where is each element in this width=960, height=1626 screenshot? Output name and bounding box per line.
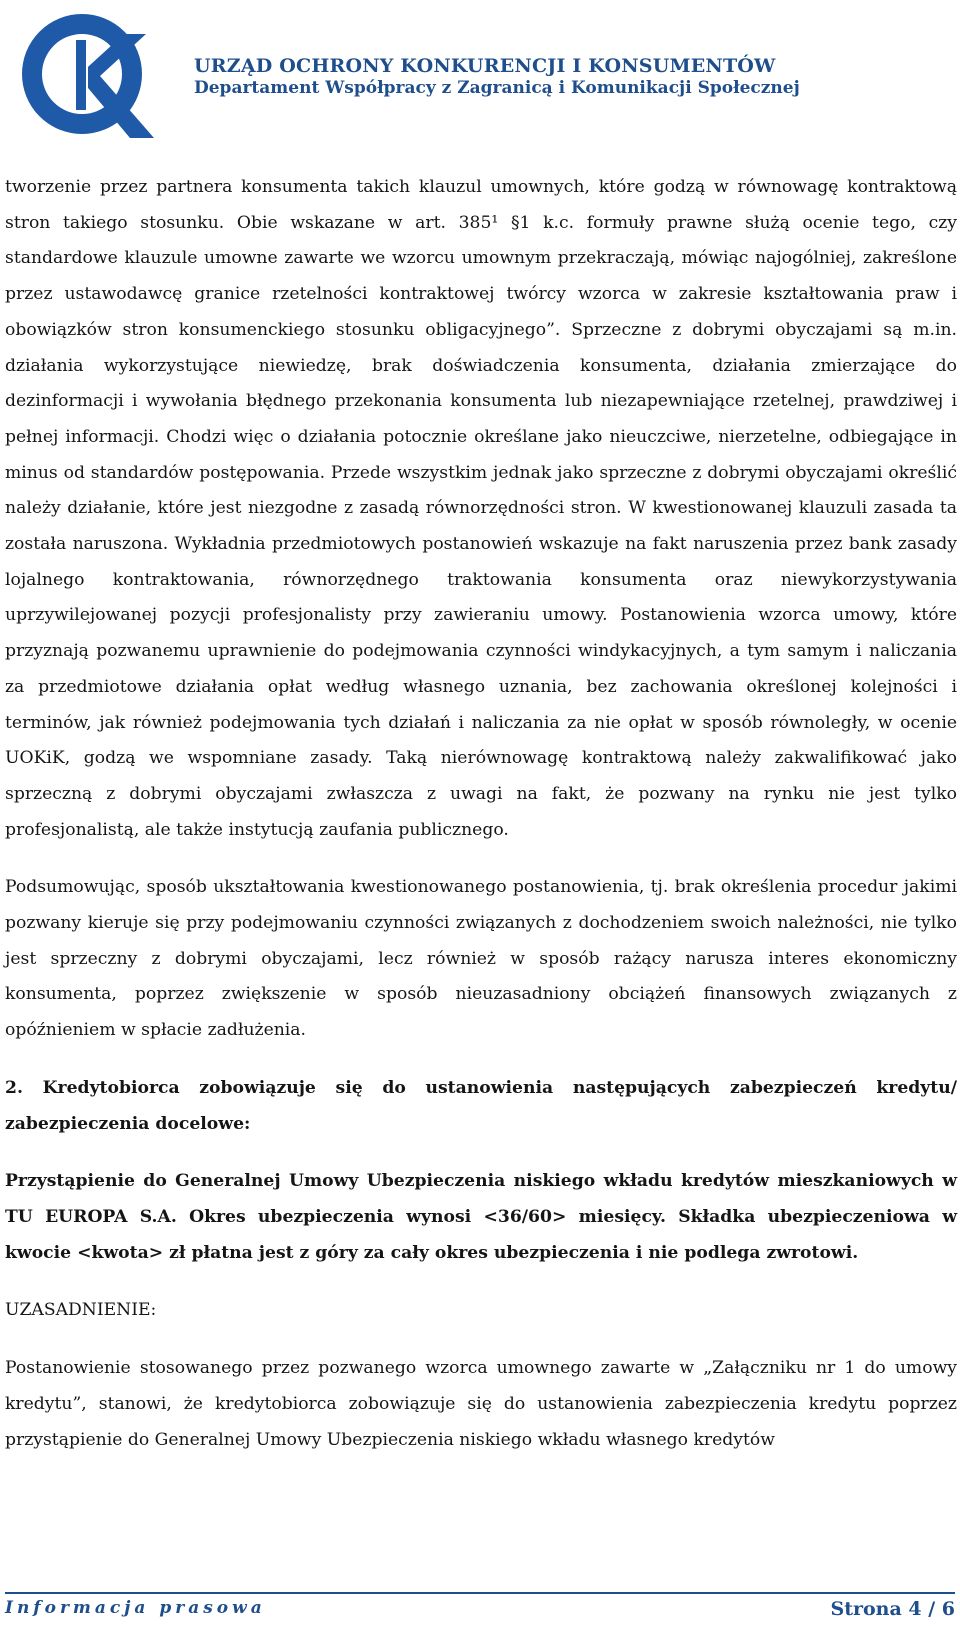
paragraph-2: Podsumowując, sposób ukształtowania kwestionowanego postanowienia, tj. brak określenia procedur jakimi pozwany kieruje się przy podejmowaniu czynności związanych z dochodzeniem swoich należności, nie tylko jest sprzeczny z dobrymi obyczajami, lecz również w sposób rażący narusza interes ekonomiczny konsumenta, poprzez zwiększenie w sposób nieuzasadniony obciążeń finansowych związanych z opóźnieniem w spłacie zadłużenia. [5,877,957,1041]
section-heading-2: 2. Kredytobiorca zobowiązuje się do ustanowienia następujących zabezpieczeń kredytu/ zabezpieczenia docelowe: [5,1077,957,1134]
page-number: Strona 4 / 6 [830,1598,955,1620]
uokik-logo-icon [20,10,156,142]
document-body [5,170,957,1458]
uzasadnienie-heading: UZASADNIENIE: [5,1300,157,1321]
paragraph-1: tworzenie przez partnera konsumenta takich klauzul umownych, które godzą w równowagę kontraktową stron takiego stosunku. Obie wskazane w art. 385¹ §1 k.c. formuły prawne służą ocenie tego, czy standardowe klauzule umowne zawarte we wzorcu umownym przekraczają, mówiąc najogólniej, zakreślone przez ustawodawcę granice rzetelności kontraktowej twórcy wzorca w zakresie kształtowania praw i obowiązków stron konsumenckiego stosunku obligacyjnego”. Sprzeczne z dobrymi obyczajami są m.in. działania wykorzystujące niewiedzę, brak doświadczenia konsumenta, działania zmierzające do dezinformacji i wywołania błędnego przekonania konsumenta lub niezapewniające rzetelnej, prawdziwej i pełnej informacji. Chodzi więc o działania potocznie określane jako nieuczciwe, nierzetelne, odbiegające in minus od standardów postępowania. Przede wszystkim jednak jako sprzeczne z dobrymi obyczajami określić należy działanie, które jest niezgodne z zasadą równorzędności stron. W kwestionowanej klauzuli zasada ta została naruszona. Wykładnia przedmiotowych postanowień wskazuje na fakt naruszenia przez bank zasady lojalnego kontraktowania, równorzędnego traktowania konsumenta oraz niewykorzystywania uprzywilejowanej pozycji profesjonalisty przy zawieraniu umowy. Postanowienia wzorca umowy, które przyznają pozwanemu uprawnienie do podejmowania czynności windykacyjnych, a tym samym i naliczania za przedmiotowe działania opłat według własnego uznania, bez zachowania określonej kolejności i terminów, jak również podejmowania tych działań i naliczania za nie opłat w sposób równoległy, w ocenie UOKiK, godzą we wspomniane zasady. Taką nierównowagę kontraktową należy zakwalifikować jako sprzeczną z dobrymi obyczajami zwłaszcza z uwagi na fakt, że pozwany na rynku nie jest tylko profesjonalistą, ale także instytucją zaufania publicznego. [5,177,957,840]
footer-divider [5,1592,955,1594]
organization-name: URZĄD OCHRONY KONKURENCJI I KONSUMENTÓW [194,55,776,77]
page-header [0,0,960,150]
quoted-clause: Przystąpienie do Generalnej Umowy Ubezpieczenia niskiego wkładu kredytów mieszkaniowych w TU EUROPA S.A. Okres ubezpieczenia wynosi <36/60> miesięcy. Składka ubezpieczeniowa w kwocie <kwota> zł płatna jest z góry za cały okres ubezpieczenia i nie podlega zwrotowi. [5,1171,957,1263]
organization-block [194,55,800,99]
footer-label: Informacja prasowa [5,1598,266,1618]
paragraph-3: Postanowienie stosowanego przez pozwanego wzorca umownego zawarte w „Załączniku nr 1 do umowy kredytu”, stanowi, że kredytobiorca zobowiązuje się do ustanowienia zabezpieczenia kredytu poprzez przystąpienie do Generalnej Umowy Ubezpieczenia niskiego wkładu własnego kredytów [5,1358,957,1450]
department-name: Departament Współpracy z Zagranicą i Komunikacji Społecznej [194,78,800,98]
